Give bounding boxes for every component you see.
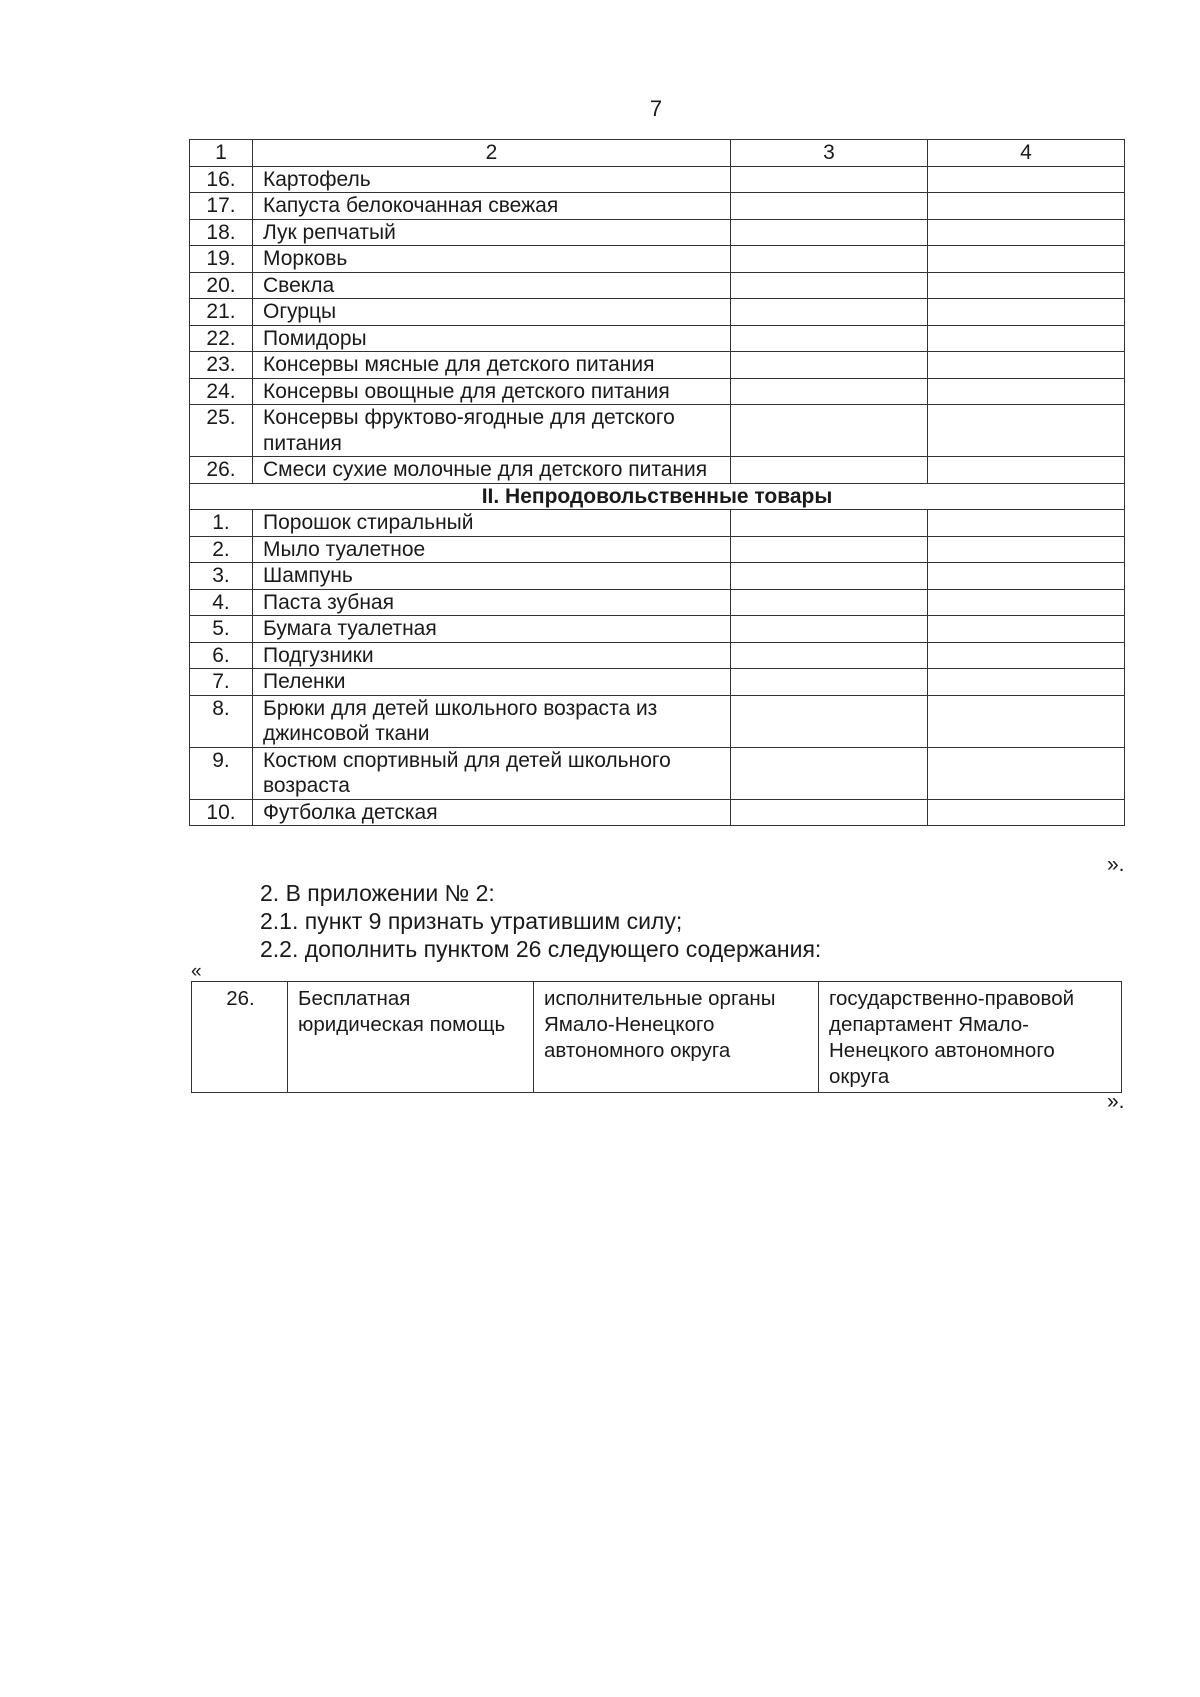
row-number: 4. bbox=[190, 589, 253, 616]
table-row bbox=[190, 299, 1125, 326]
empty-cell bbox=[928, 405, 1125, 457]
empty-cell bbox=[928, 325, 1125, 352]
table-row bbox=[190, 405, 1125, 457]
product-name: Огурцы bbox=[253, 299, 731, 326]
product-name: Подгузники bbox=[253, 642, 731, 669]
table-row bbox=[190, 325, 1125, 352]
empty-cell bbox=[731, 510, 928, 537]
empty-cell bbox=[731, 457, 928, 484]
empty-cell bbox=[731, 589, 928, 616]
table-row bbox=[190, 642, 1125, 669]
row-number: 6. bbox=[190, 642, 253, 669]
header-cell: 3 bbox=[731, 140, 928, 167]
row-number: 21. bbox=[190, 299, 253, 326]
row-number: 1. bbox=[190, 510, 253, 537]
product-name: Картофель bbox=[253, 166, 731, 193]
table-row bbox=[190, 193, 1125, 220]
empty-cell bbox=[731, 405, 928, 457]
product-name: Брюки для детей школьного возраста из джинсовой ткани bbox=[253, 695, 731, 747]
product-name: Мыло туалетное bbox=[253, 536, 731, 563]
empty-cell bbox=[928, 747, 1125, 799]
page-number: 7 bbox=[649, 96, 663, 121]
empty-cell bbox=[731, 299, 928, 326]
goods-table bbox=[189, 139, 1125, 826]
empty-cell bbox=[928, 219, 1125, 246]
closing-quote: ». bbox=[1107, 1090, 1125, 1113]
product-name: Капуста белокочанная свежая bbox=[253, 193, 731, 220]
empty-cell bbox=[928, 589, 1125, 616]
table-header-row bbox=[190, 140, 1125, 167]
row-number: 7. bbox=[190, 669, 253, 696]
product-name: Консервы мясные для детского питания bbox=[253, 352, 731, 379]
empty-cell bbox=[928, 457, 1125, 484]
product-name: Паста зубная bbox=[253, 589, 731, 616]
empty-cell bbox=[928, 272, 1125, 299]
paragraph-appendix-2: 2. В приложении № 2: bbox=[260, 880, 495, 906]
product-name: Консервы фруктово-ягодные для детского питания bbox=[253, 405, 731, 457]
empty-cell bbox=[928, 536, 1125, 563]
table-row bbox=[190, 589, 1125, 616]
table-row bbox=[190, 669, 1125, 696]
table-row bbox=[190, 457, 1125, 484]
row-number: 8. bbox=[190, 695, 253, 747]
row-number: 16. bbox=[190, 166, 253, 193]
row-number: 3. bbox=[190, 563, 253, 590]
table-row bbox=[190, 536, 1125, 563]
row-number: 10. bbox=[190, 799, 253, 826]
row-number: 26. bbox=[190, 457, 253, 484]
empty-cell bbox=[731, 536, 928, 563]
empty-cell bbox=[731, 378, 928, 405]
table-row bbox=[190, 166, 1125, 193]
empty-cell bbox=[731, 272, 928, 299]
service-responsible: государственно-правовой департамент Ямало-Ненецкого автономного округа bbox=[819, 982, 1122, 1093]
empty-cell bbox=[928, 299, 1125, 326]
empty-cell bbox=[731, 193, 928, 220]
header-cell: 4 bbox=[928, 140, 1125, 167]
product-name: Шампунь bbox=[253, 563, 731, 590]
empty-cell bbox=[731, 799, 928, 826]
table-row bbox=[190, 616, 1125, 643]
empty-cell bbox=[731, 669, 928, 696]
table-row bbox=[192, 982, 1122, 1093]
empty-cell bbox=[928, 616, 1125, 643]
header-cell: 2 bbox=[253, 140, 731, 167]
row-number: 9. bbox=[190, 747, 253, 799]
empty-cell bbox=[731, 166, 928, 193]
empty-cell bbox=[731, 219, 928, 246]
empty-cell bbox=[928, 695, 1125, 747]
empty-cell bbox=[928, 166, 1125, 193]
product-name: Морковь bbox=[253, 246, 731, 273]
empty-cell bbox=[731, 246, 928, 273]
service-name: Бесплатная юридическая помощь bbox=[288, 982, 534, 1093]
table-row bbox=[190, 695, 1125, 747]
empty-cell bbox=[731, 616, 928, 643]
header-cell: 1 bbox=[190, 140, 253, 167]
table-row bbox=[190, 352, 1125, 379]
service-table bbox=[191, 981, 1122, 1093]
empty-cell bbox=[928, 510, 1125, 537]
empty-cell bbox=[731, 325, 928, 352]
row-number: 19. bbox=[190, 246, 253, 273]
table-row bbox=[190, 378, 1125, 405]
empty-cell bbox=[928, 246, 1125, 273]
row-number: 5. bbox=[190, 616, 253, 643]
empty-cell bbox=[928, 352, 1125, 379]
product-name: Смеси сухие молочные для детского питания bbox=[253, 457, 731, 484]
row-number: 20. bbox=[190, 272, 253, 299]
product-name: Костюм спортивный для детей школьного возраста bbox=[253, 747, 731, 799]
empty-cell bbox=[928, 799, 1125, 826]
product-name: Консервы овощные для детского питания bbox=[253, 378, 731, 405]
row-number: 22. bbox=[190, 325, 253, 352]
product-name: Свекла bbox=[253, 272, 731, 299]
empty-cell bbox=[928, 378, 1125, 405]
section-title: II. Непродовольственные товары bbox=[190, 483, 1125, 510]
product-name: Порошок стиральный bbox=[253, 510, 731, 537]
table-row bbox=[190, 563, 1125, 590]
table-row bbox=[190, 219, 1125, 246]
opening-quote: « bbox=[191, 961, 202, 982]
table-row bbox=[190, 246, 1125, 273]
row-number: 18. bbox=[190, 219, 253, 246]
paragraph-add-item-26: 2.2. дополнить пунктом 26 следующего содержания: bbox=[260, 936, 822, 962]
table-row bbox=[190, 747, 1125, 799]
section-row bbox=[190, 483, 1125, 510]
row-number: 25. bbox=[190, 405, 253, 457]
service-executors: исполнительные органы Ямало-Ненецкого автономного округа bbox=[534, 982, 819, 1093]
product-name: Пеленки bbox=[253, 669, 731, 696]
paragraph-item-9-repeal: 2.1. пункт 9 признать утратившим силу; bbox=[260, 908, 683, 934]
service-number: 26. bbox=[192, 982, 288, 1093]
product-name: Бумага туалетная bbox=[253, 616, 731, 643]
empty-cell bbox=[731, 642, 928, 669]
product-name: Лук репчатый bbox=[253, 219, 731, 246]
empty-cell bbox=[731, 695, 928, 747]
table-row bbox=[190, 799, 1125, 826]
closing-quote: ». bbox=[1107, 853, 1125, 876]
empty-cell bbox=[731, 747, 928, 799]
empty-cell bbox=[928, 669, 1125, 696]
table-row bbox=[190, 510, 1125, 537]
product-name: Футболка детская bbox=[253, 799, 731, 826]
product-name: Помидоры bbox=[253, 325, 731, 352]
empty-cell bbox=[928, 642, 1125, 669]
empty-cell bbox=[731, 352, 928, 379]
empty-cell bbox=[928, 563, 1125, 590]
empty-cell bbox=[928, 193, 1125, 220]
table-row bbox=[190, 272, 1125, 299]
row-number: 2. bbox=[190, 536, 253, 563]
row-number: 23. bbox=[190, 352, 253, 379]
row-number: 17. bbox=[190, 193, 253, 220]
empty-cell bbox=[731, 563, 928, 590]
row-number: 24. bbox=[190, 378, 253, 405]
